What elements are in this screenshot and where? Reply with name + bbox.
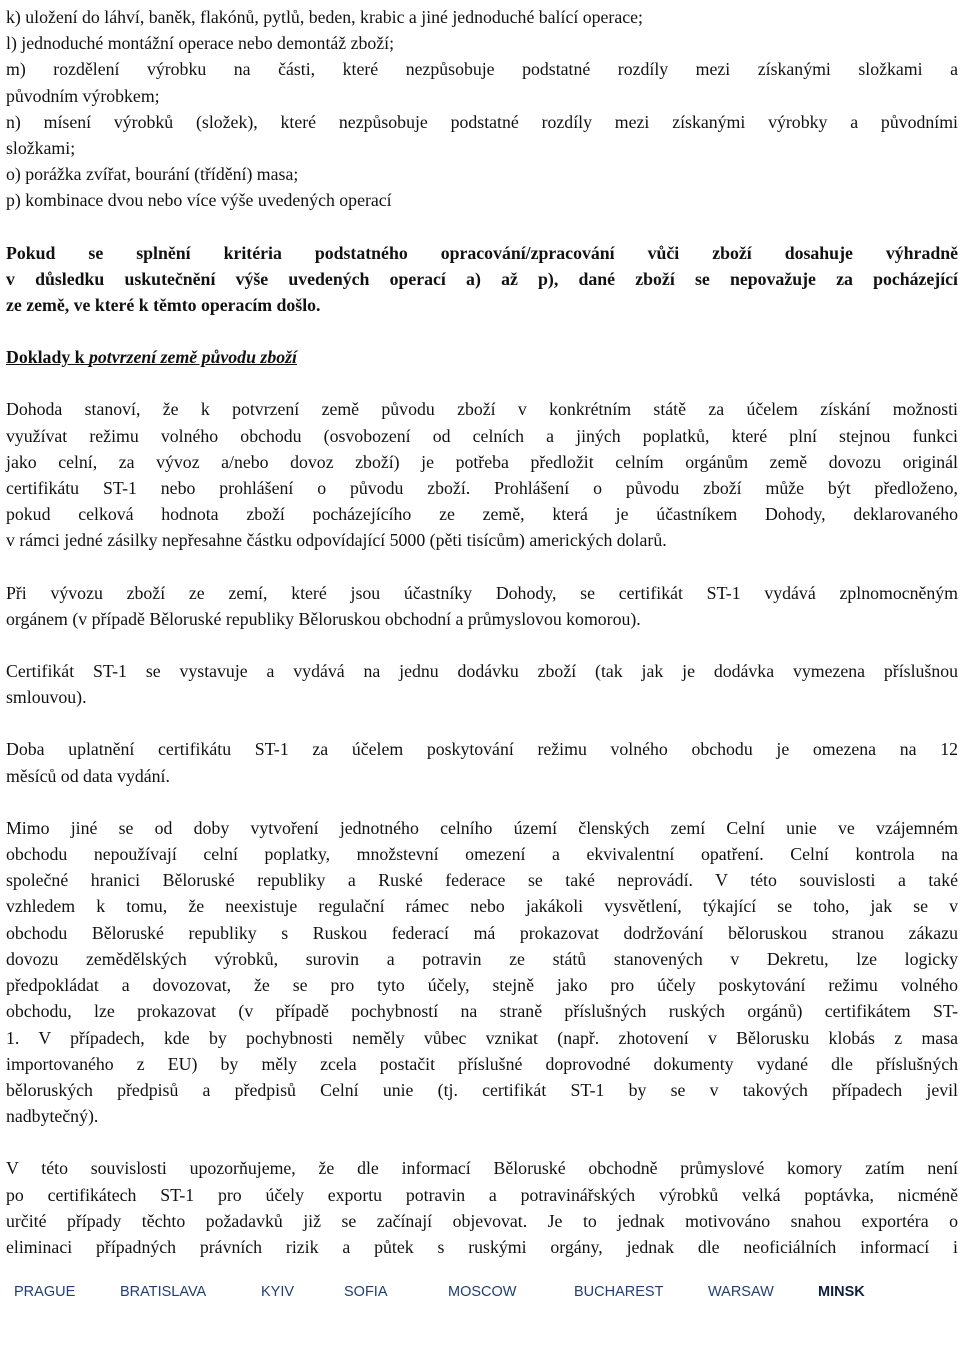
paragraph-line: měsíců od data vydání. bbox=[6, 765, 170, 786]
operations-list bbox=[6, 4, 958, 214]
list-item: m) rozdělení výrobku na části, které nezpůsobuje podstatné rozdíly mezi získanými složkami a bbox=[6, 59, 958, 80]
paragraph-1 bbox=[6, 396, 958, 553]
paragraph-line: 1. V případech, kde by pochybnosti neměly vůbec vznikat (např. zhotovení v Bělorusku klobás z masa bbox=[6, 1027, 958, 1048]
paragraph-6 bbox=[6, 1155, 958, 1260]
paragraph-2 bbox=[6, 580, 958, 632]
footer-city-bucharest: BUCHAREST bbox=[574, 1284, 664, 1300]
notice-line: Pokud se splnění kritéria podstatného opracování/zpracování vůči zboží dosahuje výhradně bbox=[6, 242, 958, 263]
paragraph-3 bbox=[6, 658, 958, 710]
notice-line: ze země, ve které k těmto operacím došlo. bbox=[6, 295, 321, 316]
paragraph-line: smlouvou). bbox=[6, 687, 87, 708]
list-item: n) mísení výrobků (složek), které nezpůsobuje podstatné rozdíly mezi získanými výrobky a původními bbox=[6, 111, 958, 132]
paragraph-line: běloruských předpisů a předpisů Celní unie (tj. certifikát ST-1 by se v takových případech jevil bbox=[6, 1079, 958, 1100]
document-page bbox=[6, 4, 958, 1260]
paragraph-line: orgánem (v případě Běloruské republiky Běloruskou obchodní a průmyslovou komorou). bbox=[6, 608, 641, 629]
paragraph-line: využívat režimu volného obchodu (osvobození od celních a jiných poplatků, které plní stejnou funkci bbox=[6, 425, 958, 446]
footer-city-kyiv: KYIV bbox=[261, 1284, 295, 1300]
paragraph-line: nadbytečný). bbox=[6, 1106, 99, 1127]
list-item: l) jednoduché montážní operace nebo demontáž zboží; bbox=[6, 33, 395, 54]
office-footer bbox=[14, 1284, 954, 1308]
footer-city-prague: PRAGUE bbox=[14, 1284, 76, 1300]
paragraph-line: importovaného z EU) by měly zcela postačit příslušné doprovodné dokumenty vydané dle příslušných bbox=[6, 1053, 958, 1074]
notice-line: v důsledku uskutečnění výše uvedených operací a) až p), dané zboží se nepovažuje za pocházející bbox=[6, 268, 958, 289]
paragraph-line: dovozu zemědělských výrobků, surovin a potravin ze států stanovených v Dekretu, lze logicky bbox=[6, 948, 958, 969]
paragraph-line: Mimo jiné se od doby vytvoření jednotného celního území členských zemí Celní unie ve vzájemném bbox=[6, 817, 958, 838]
paragraph-4 bbox=[6, 736, 958, 788]
list-item: původním výrobkem; bbox=[6, 85, 160, 106]
paragraph-line: jako celní, za vývoz a/nebo dovoz zboží) je potřeba předložit celním orgánům země dovozu originál bbox=[6, 451, 958, 472]
paragraph-line: obchodu nepoužívají celní poplatky, množstevní omezení a ekvivalentní opatření. Celní kontrola na bbox=[6, 844, 958, 865]
paragraph-line: Dohoda stanoví, že k potvrzení země původu zboží v konkrétním státě za účelem získání možnosti bbox=[6, 399, 958, 420]
heading-italic: potvrzení země původu zboží bbox=[89, 347, 297, 368]
footer-city-minsk: MINSK bbox=[818, 1284, 865, 1300]
paragraph-line: Certifikát ST-1 se vystavuje a vydává na jednu dodávku zboží (tak jak je dodávka vymezena příslušnou bbox=[6, 661, 958, 682]
list-item: složkami; bbox=[6, 138, 76, 159]
paragraph-line: obchodu Běloruské republiky s Ruskou federací má prokazovat dodržování běloruskou stranou zákazu bbox=[6, 922, 958, 943]
list-item: k) uložení do láhví, baněk, flakónů, pytlů, beden, krabic a jiné jednoduché balící operace; bbox=[6, 7, 643, 27]
paragraph-line: pokud celková hodnota zboží pocházejícího ze země, která je účastníkem Dohody, deklarovaného bbox=[6, 504, 958, 525]
paragraph-line: určité případy těchto požadavků již se začínají objevovat. Je to jednak motivováno snahou exportéra o bbox=[6, 1210, 958, 1231]
paragraph-line: obchodu, lze prokazovat (v případě pochybností na straně příslušných ruských orgánů) certifikátem ST- bbox=[6, 1001, 958, 1022]
footer-city-bratislava: BRATISLAVA bbox=[120, 1284, 207, 1300]
paragraph-line: předpokládat a dovozovat, že se pro tyto účely, stejně jako pro účely poskytování režimu volného bbox=[6, 975, 958, 996]
footer-city-moscow: MOSCOW bbox=[448, 1284, 517, 1300]
footer-city-sofia: SOFIA bbox=[344, 1284, 388, 1300]
bold-notice bbox=[6, 240, 958, 319]
section-heading bbox=[6, 344, 958, 370]
paragraph-line: eliminaci případných právních rizik a půtek s ruskými orgány, jednak dle neoficiálních informací i bbox=[6, 1236, 958, 1257]
heading-prefix: Doklady k bbox=[6, 347, 90, 368]
footer-city-warsaw: WARSAW bbox=[708, 1284, 774, 1300]
list-item: p) kombinace dvou nebo více výše uvedených operací bbox=[6, 190, 392, 211]
paragraph-line: V této souvislosti upozorňujeme, že dle informací Běloruské obchodně průmyslové komory zatím není bbox=[6, 1158, 958, 1179]
paragraph-line: Doba uplatnění certifikátu ST-1 za účelem poskytování režimu volného obchodu je omezena na 12 bbox=[6, 739, 958, 760]
paragraph-line: certifikátu ST-1 nebo prohlášení o původu zboží. Prohlášení o původu zboží může být předloženo, bbox=[6, 478, 958, 499]
list-item: o) porážka zvířat, bourání (třídění) masa; bbox=[6, 164, 299, 185]
paragraph-line: Při vývozu zboží ze zemí, které jsou účastníky Dohody, se certifikát ST-1 vydává zplnomocněným bbox=[6, 582, 958, 603]
paragraph-5 bbox=[6, 815, 958, 1129]
paragraph-line: vzhledem k tomu, že neexistuje regulační rámec nebo jakákoli vysvětlení, týkající se toho, jak se v bbox=[6, 896, 958, 917]
paragraph-line: v rámci jedné zásilky nepřesahne částku odpovídající 5000 (pěti tisícům) amerických dolarů. bbox=[6, 530, 667, 551]
paragraph-line: společné hranici Běloruské republiky a Ruské federace se také neprovádí. V této souvislosti a také bbox=[6, 870, 958, 891]
paragraph-line: po certifikátech ST-1 pro účely exportu potravin a potravinářských výrobků velká poptávka, nicméně bbox=[6, 1184, 958, 1205]
